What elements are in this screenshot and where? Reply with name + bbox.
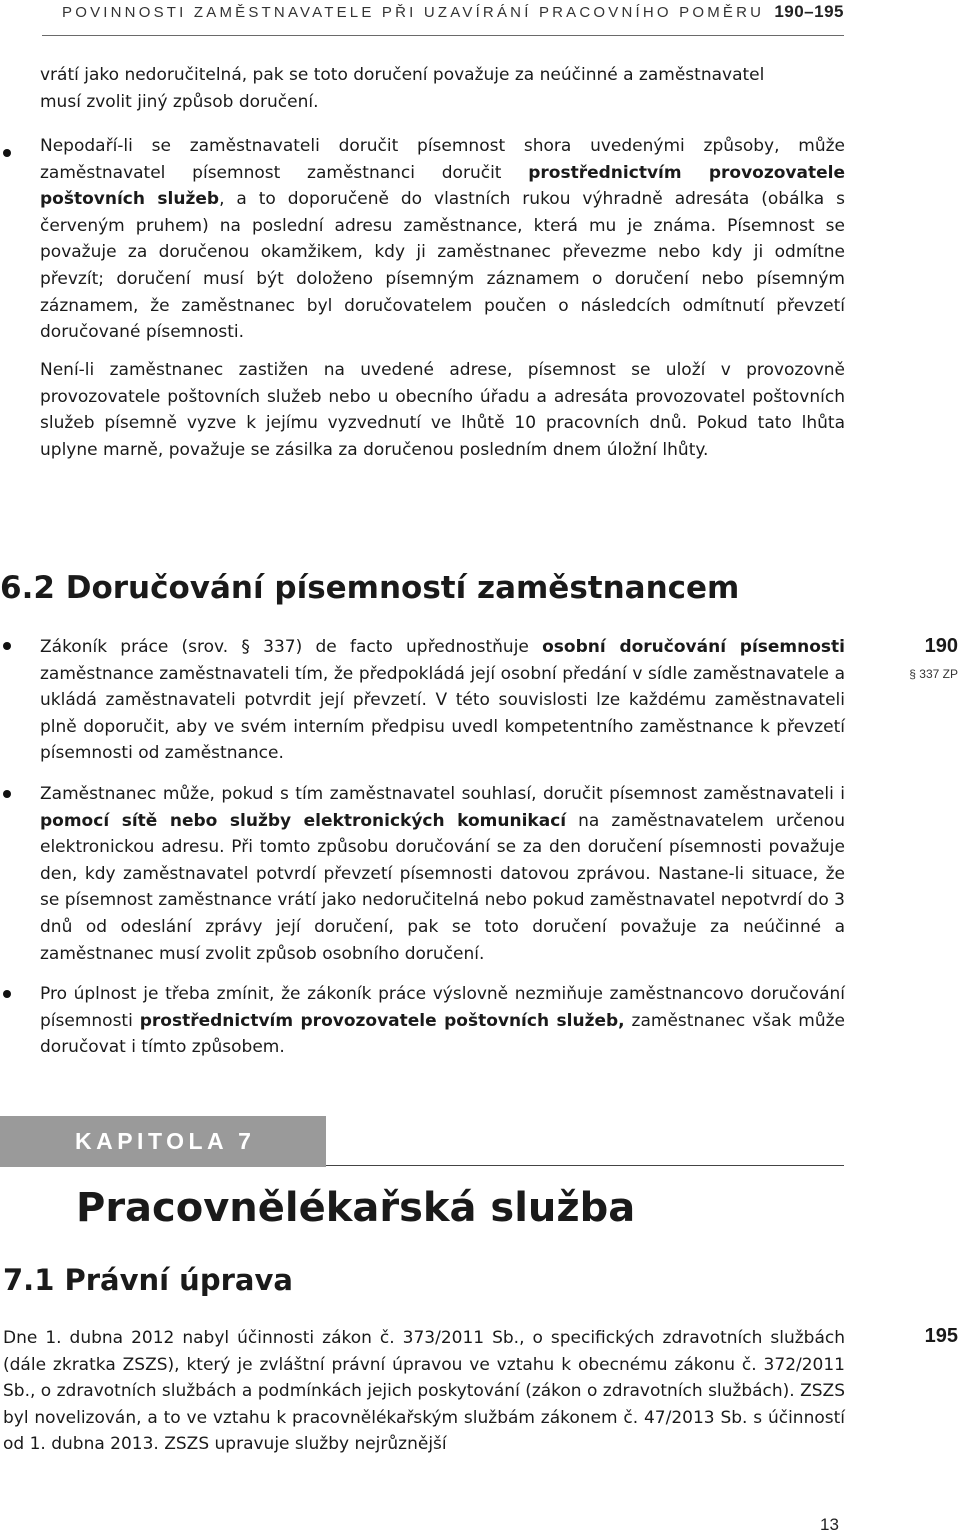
- margin-number-195: 195: [924, 1325, 958, 1347]
- running-header-title: POVINNOSTI ZAMĚSTNAVATELE PŘI UZAVÍRÁNÍ PRACOVNÍHO POMĚRU: [62, 4, 765, 21]
- margin-number-190: 190: [924, 635, 958, 657]
- bullet-item-postal-delivery: Nepodaří-li se zaměstnavateli doručit písemnost shora uvedenými způsoby, může zaměstnavatel písemnost zaměstnanci doručit prostřednictvím provozovatele poštovních služeb, a to doporučeně do vlastních rukou výhradně adresáta (obálka s červeným pruhem) na poslední adresu zaměstnance, která mu je známa. Písemnost se považuje za doručenou okamžikem, kdy ji zaměstnanec převezme nebo kdy ji odmítne převzít; doručení musí být doloženo písemným záznamem o doručení nebo písemným záznamem, že zaměstnanec byl doručovatelem poučen o následcích odmítnutí převzetí doručované písemnosti.: [40, 136, 845, 343]
- section-heading-7-1: 7.1 Právní úprava: [3, 1263, 293, 1297]
- margin-reference: § 337 ZP: [909, 667, 958, 681]
- running-header: [42, 0, 844, 36]
- bullet-marker: [3, 990, 11, 998]
- bullet-item-electronic-delivery: Zaměstnanec může, pokud s tím zaměstnavatel souhlasí, doručit písemnost zaměstnavateli i pomocí sítě nebo služby elektronických komunikací na zaměstnavatelem určenou elektronickou adresu. Při tomto způsobu doručování se za den doručení písemnosti považuje den, kdy zaměstnavatel potvrdí převzetí písemnosti datovou zprávou. Nastane-li situace, že se písemnost zaměstnance vrátí jako nedoručitelná nebo pokud zaměstnavatel nepotvrdí do 3 dnů od odeslání zprávy její doručení, pak se toto doručení považuje za neúčinné a zaměstnanec musí zvolit způsob osobního doručení.: [40, 784, 845, 964]
- page-number: 13: [820, 1515, 839, 1534]
- paragraph-not-found: Není-li zaměstnanec zastižen na uvedené adrese, písemnost se uloží v provozovně provozovatele poštovních služeb nebo u obecního úřadu a adresáta provozovatel poštovních služeb písemně vyzve k jejímu vyzvednutí ve lhůtě 10 pracovních dnů. Pokud tato lhůta uplyne marně, považuje se zásilka za doručenou posledním dnem úložní lhůty.: [40, 360, 845, 460]
- bullet-item-personal-delivery: Zákoník práce (srov. § 337) de facto upřednostňuje osobní doručování písemnosti zaměstnance zaměstnavateli tím, že předpokládá její osobní předání v sídle zaměstnavatele a ukládá zaměstnavateli potvrdit její převzetí. V této souvislosti lze každému zaměstnavateli plně doporučit, aby ve svém interním předpisu uvedl kompetentního zaměstnance k převzetí písemnosti od zaměstnance.: [40, 637, 845, 764]
- section-7-1-paragraph: Dne 1. dubna 2012 nabyl účinnosti zákon č. 373/2011 Sb., o specifických zdravotních službách (dále zkratka ZSZS), který je zvláštní právní úpravou ve vztahu k obecnému zákonu č. 372/2011 Sb., o zdravotních službách a podmínkách jejich poskytování (zákon o zdravotních službách). ZSZS byl novelizován, a to ve vztahu k pracovnělékařským službám zákonem č. 47/2013 Sb. s účinností od 1. dubna 2013. ZSZS upravuje služby nejrůznější: [3, 1328, 845, 1455]
- bullet-item-completeness: Pro úplnost je třeba zmínit, že zákoník práce výslovně nezmiňuje zaměstnancovo doručování písemnosti prostřednictvím provozovatele poštovních služeb, zaměstnanec však může doručovat i tímto způsobem.: [40, 984, 845, 1058]
- bullet-marker: [3, 790, 11, 798]
- running-header-pages: 190–195: [774, 2, 844, 21]
- chapter-title: Pracovnělékařská služba: [76, 1185, 636, 1231]
- intro-line-2: musí zvolit jiný způsob doručení.: [40, 91, 319, 112]
- intro-paragraph: [40, 62, 845, 115]
- chapter-rule: [326, 1165, 844, 1166]
- section-heading-6-2: 6.2 Doručování písemností zaměstnancem: [0, 570, 740, 606]
- bold-phrase: osobní doručování písemnosti: [542, 637, 845, 657]
- chapter-label-box: [0, 1116, 326, 1167]
- bullet-marker: [3, 642, 11, 650]
- bullet-marker: [3, 149, 11, 157]
- bold-phrase: prostřednictvím provozovatele poštovních služeb,: [139, 1010, 625, 1031]
- bold-phrase: pomocí sítě nebo služby elektronických komunikací: [40, 810, 567, 831]
- chapter-label: KAPITOLA 7: [75, 1128, 256, 1154]
- intro-line-1: vrátí jako nedoručitelná, pak se toto doručení považuje za neúčinné a zaměstnavatel: [40, 65, 765, 85]
- bold-phrase: prostřednictvím provozovatele poštovních služeb: [40, 162, 845, 210]
